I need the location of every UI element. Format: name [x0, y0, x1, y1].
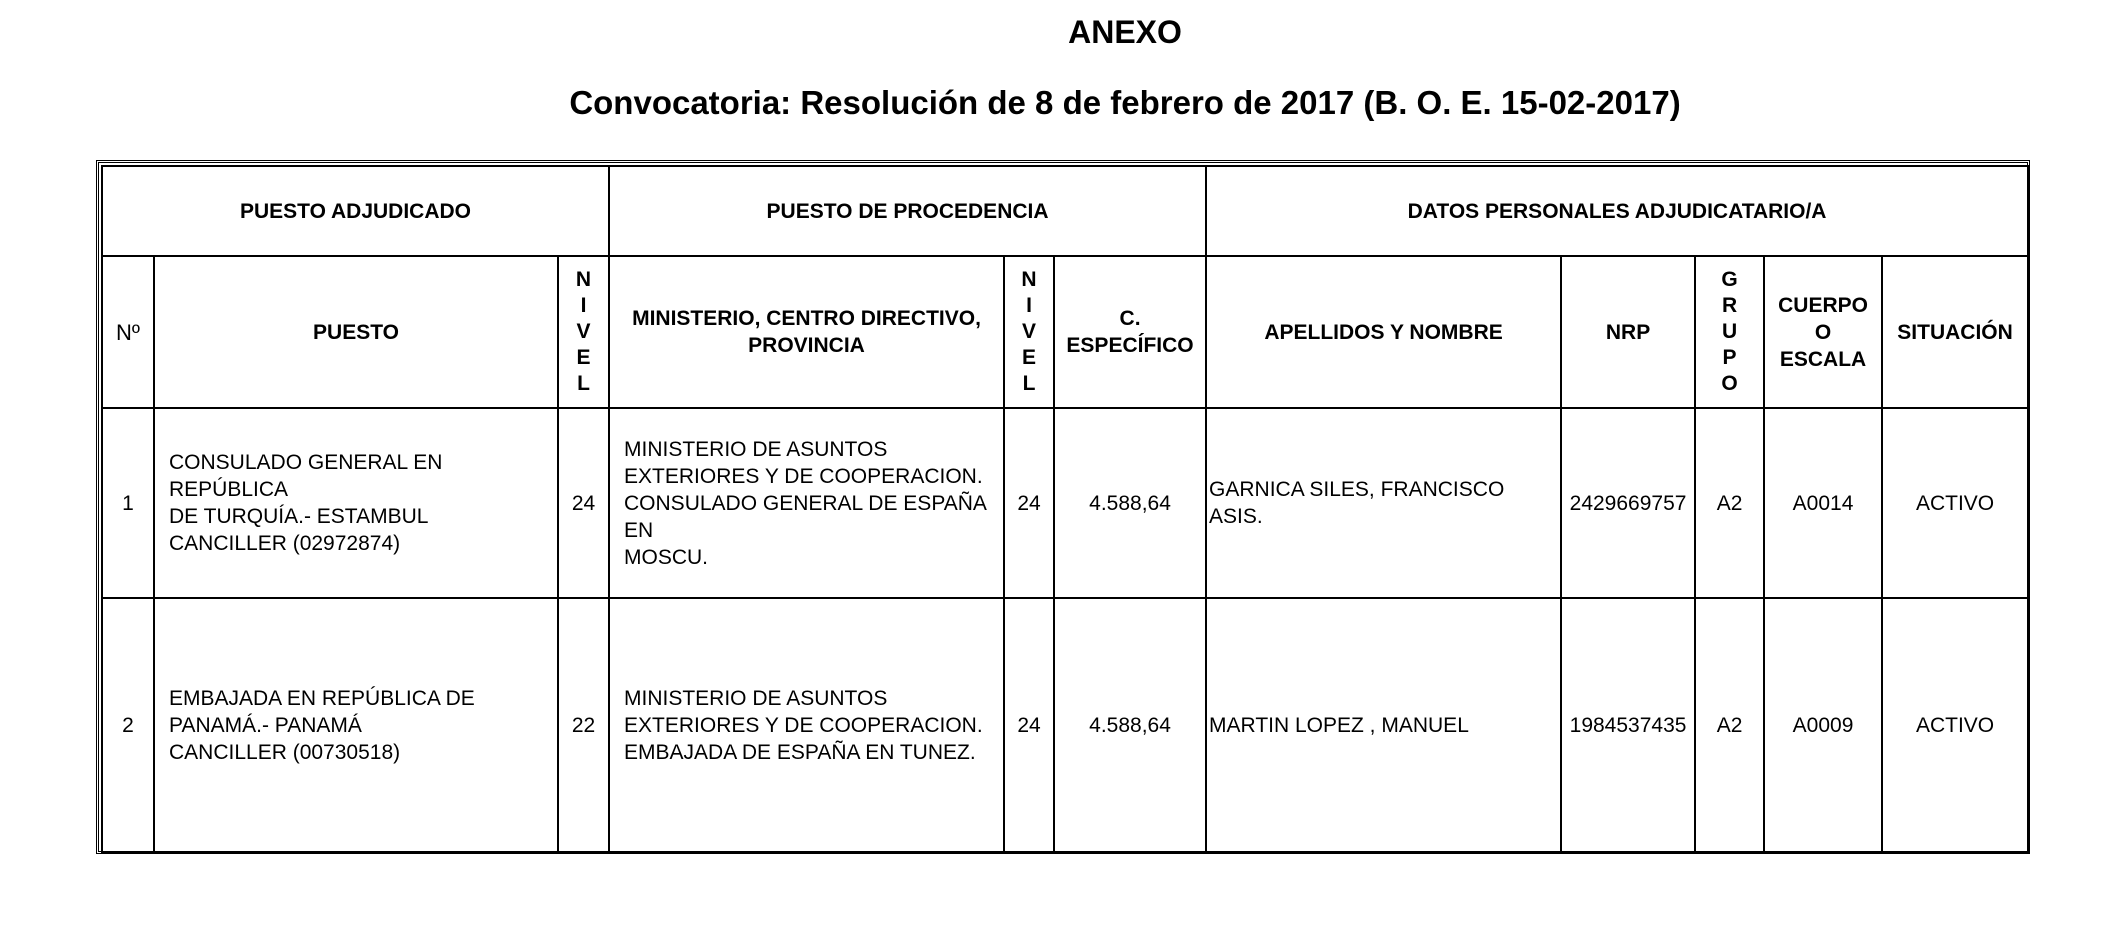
- header-nivel-letter: E: [1022, 346, 1037, 369]
- table-row: [102, 598, 2028, 852]
- cell-ministerio-line: EXTERIORES Y DE COOPERACION.: [624, 713, 983, 737]
- cell-puesto: [154, 408, 558, 598]
- header-cuerpo: [1764, 256, 1882, 408]
- header-numero: Nº: [102, 256, 154, 408]
- cell-puesto-line: CANCILLER (00730518): [169, 740, 401, 764]
- header-nivel-letter: I: [580, 294, 587, 317]
- cell-puesto-line: PANAMÁ.- PANAMÁ: [169, 713, 362, 737]
- header-grupo-letter: P: [1722, 346, 1737, 369]
- group-datos-personales: DATOS PERSONALES ADJUDICATARIO/A: [1206, 166, 2028, 256]
- header-situacion: SITUACIÓN: [1882, 256, 2028, 408]
- header-ministerio: MINISTERIO, CENTRO DIRECTIVO, PROVINCIA: [609, 256, 1004, 408]
- header-puesto: PUESTO: [154, 256, 558, 408]
- cell-c-especifico: 4.588,64: [1054, 598, 1206, 852]
- cell-nivel-procedencia: 24: [1004, 408, 1054, 598]
- annex-table: [101, 165, 2029, 853]
- cell-numero: 2: [102, 598, 154, 852]
- header-c-especifico-line: ESPECÍFICO: [1066, 334, 1194, 357]
- cell-grupo: A2: [1695, 598, 1764, 852]
- cell-apellidos: GARNICA SILES, FRANCISCO ASIS.: [1206, 408, 1561, 598]
- cell-puesto: [154, 598, 558, 852]
- column-header-row: [102, 256, 2028, 408]
- cell-ministerio-line: EXTERIORES Y DE COOPERACION.: [624, 464, 983, 488]
- header-grupo-letter: R: [1721, 294, 1738, 317]
- header-nivel: [558, 256, 609, 408]
- header-c-especifico: [1054, 256, 1206, 408]
- cell-ministerio: [609, 408, 1004, 598]
- header-nivel-letter: N: [1021, 268, 1037, 291]
- document-subtitle: Convocatoria: Resolución de 8 de febrero de 2017 (B. O. E. 15-02-2017): [569, 84, 1681, 121]
- cell-grupo: A2: [1695, 408, 1764, 598]
- header-cuerpo-line: CUERPO: [1778, 293, 1868, 317]
- header-cuerpo-line: ESCALA: [1779, 347, 1867, 371]
- header-grupo-letter: U: [1721, 320, 1738, 343]
- header-nivel-letter: V: [1022, 320, 1037, 343]
- cell-puesto-line: EMBAJADA EN REPÚBLICA DE: [169, 686, 475, 710]
- header-nivel-procedencia: [1004, 256, 1054, 408]
- header-cuerpo-line: O: [1814, 320, 1832, 344]
- header-c-especifico-line: C.: [1119, 307, 1141, 330]
- header-nivel-letter: E: [576, 346, 591, 369]
- header-grupo-letter: O: [1721, 372, 1738, 395]
- group-header-row: [102, 166, 2028, 256]
- cell-nrp: 1984537435: [1561, 598, 1695, 852]
- cell-numero: 1: [102, 408, 154, 598]
- cell-cuerpo: A0014: [1764, 408, 1882, 598]
- group-puesto-procedencia: PUESTO DE PROCEDENCIA: [609, 166, 1206, 256]
- cell-ministerio-line: MOSCU.: [624, 545, 709, 569]
- header-nivel-letter: V: [576, 320, 591, 343]
- header-grupo-letter: G: [1721, 268, 1738, 291]
- cell-nivel: 22: [558, 598, 609, 852]
- cell-nrp: 2429669757: [1561, 408, 1695, 598]
- cell-c-especifico: 4.588,64: [1054, 408, 1206, 598]
- cell-ministerio-line: CONSULADO GENERAL DE ESPAÑA EN: [624, 491, 986, 542]
- cell-puesto-line: CONSULADO GENERAL EN REPÚBLICA: [169, 451, 443, 501]
- header-nivel-letter: N: [575, 268, 592, 291]
- cell-situacion: ACTIVO: [1882, 598, 2028, 852]
- cell-apellidos: MARTIN LOPEZ , MANUEL: [1206, 598, 1561, 852]
- header-nivel-letter: L: [1022, 372, 1036, 395]
- cell-ministerio-line: EMBAJADA DE ESPAÑA EN TUNEZ.: [624, 740, 976, 764]
- table-row: [102, 408, 2028, 598]
- cell-ministerio: [609, 598, 1004, 852]
- header-nivel-letter: L: [577, 372, 590, 395]
- header-grupo: [1695, 256, 1764, 408]
- cell-cuerpo: A0009: [1764, 598, 1882, 852]
- cell-puesto-line: CANCILLER (02972874): [169, 532, 401, 555]
- document-title: ANEXO: [1068, 14, 1182, 50]
- cell-situacion: ACTIVO: [1882, 408, 2028, 598]
- header-apellidos: APELLIDOS Y NOMBRE: [1206, 256, 1561, 408]
- cell-nivel: 24: [558, 408, 609, 598]
- group-puesto-adjudicado: PUESTO ADJUDICADO: [102, 166, 609, 256]
- cell-puesto-line: DE TURQUÍA.- ESTAMBUL: [169, 505, 429, 528]
- cell-ministerio-line: MINISTERIO DE ASUNTOS: [624, 686, 888, 710]
- annex-table-frame: [96, 160, 2030, 854]
- header-nivel-letter: I: [1026, 294, 1032, 317]
- cell-nivel-procedencia: 24: [1004, 598, 1054, 852]
- cell-ministerio-line: MINISTERIO DE ASUNTOS: [624, 437, 888, 461]
- header-nrp: NRP: [1561, 256, 1695, 408]
